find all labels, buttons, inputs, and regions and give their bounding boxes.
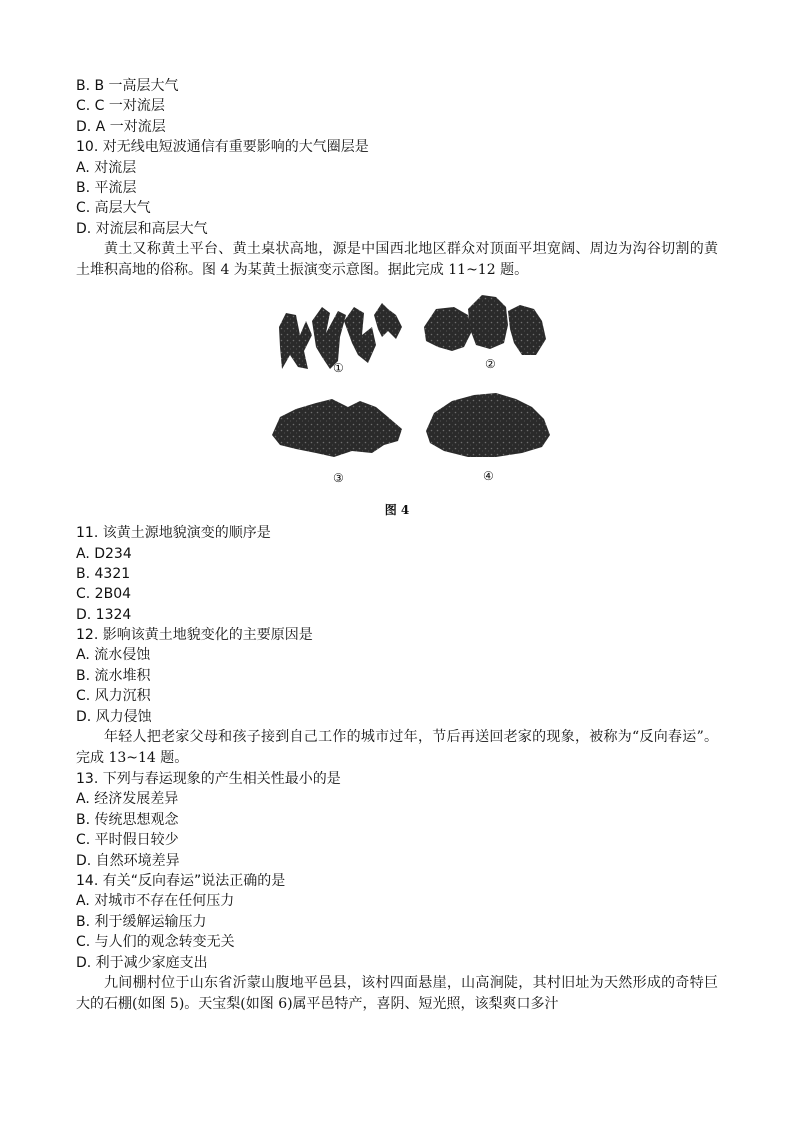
line-c6: A. 对城市不存在任何压力 (76, 893, 235, 910)
line-c1: A. 经济发展差异 (76, 791, 179, 808)
shape-stage-3 (272, 399, 402, 457)
line-c8: C. 与人们的观念转变无关 (76, 934, 235, 951)
intro-paragraph-reverse-spring: 年轻人把老家父母和孩子接到自己工作的城市过年，节后再送回老家的现象，被称为“反向春运”。完成 13~14 题。 (76, 729, 718, 767)
figure-4 (76, 285, 718, 523)
shape-stage-2 (424, 295, 546, 355)
question-10: 10. 对无线电短波通信有重要影响的大气圈层是 (76, 139, 369, 156)
line-c2: B. 传统思想观念 (76, 811, 179, 828)
intro-paragraph-loess: 黄土又称黄土平台、黄土桌状高地，源是中国西北地区群众对顶面平坦宽阔、周边为沟谷切割的黄土堆积高地的俗称。图 4 为某黄土振演变示意图。据此完成 11~12 题。 (76, 241, 718, 279)
line-a6: C. 高层大气 (76, 200, 151, 217)
line-a1: C. C 一对流层 (76, 98, 165, 115)
line-a5: B. 平流层 (76, 179, 137, 196)
figure-label-1: ① (333, 361, 344, 376)
figure-label-2: ② (485, 357, 496, 372)
line-b3: C. 2B04 (76, 586, 132, 603)
line-c4: D. 自然环境差异 (76, 852, 180, 869)
line-b9: D. 风力侵蚀 (76, 708, 152, 725)
intro-paragraph-village: 九间棚村位于山东省沂蒙山腹地平邑县，该村四面悬崖，山高涧陡，其村旧址为天然形成的奇特巨大的石棚(如图 5)。天宝梨(如图 6)属平邑特产，喜阴、短光照，该梨爽口多汁 (76, 974, 718, 1012)
question-11: 11. 该黄土源地貌演变的顺序是 (76, 525, 271, 542)
line-a4: A. 对流层 (76, 159, 137, 176)
line-b7: B. 流水堆积 (76, 667, 151, 684)
question-13: 13. 下列与春运现象的产生相关性最小的是 (76, 771, 341, 788)
line-a0: B. B 一高层大气 (76, 78, 179, 94)
loess-evolution-illustration (76, 285, 718, 523)
line-c7: B. 利于缓解运输压力 (76, 913, 207, 930)
figure-label-4: ④ (483, 469, 494, 484)
question-12: 12. 影响该黄土地貌变化的主要原因是 (76, 627, 313, 644)
line-c9: D. 利于减少家庭支出 (76, 954, 208, 971)
figure-label-3: ③ (333, 471, 344, 486)
line-b2: B. 4321 (76, 565, 131, 582)
line-c3: C. 平时假日较少 (76, 832, 179, 849)
shape-stage-4 (426, 393, 550, 457)
line-b8: C. 风力沉积 (76, 688, 151, 705)
figure-caption: 图 4 (384, 503, 410, 518)
line-b4: D. 1324 (76, 606, 132, 623)
question-14: 14. 有关“反向春运”说法正确的是 (76, 872, 286, 889)
line-a7: D. 对流层和高层大气 (76, 220, 208, 237)
line-a2: D. A 一对流层 (76, 118, 166, 135)
line-b6: A. 流水侵蚀 (76, 647, 151, 664)
document-page (76, 76, 718, 1015)
line-b1: A. D234 (76, 545, 132, 562)
shape-stage-1 (279, 303, 402, 369)
